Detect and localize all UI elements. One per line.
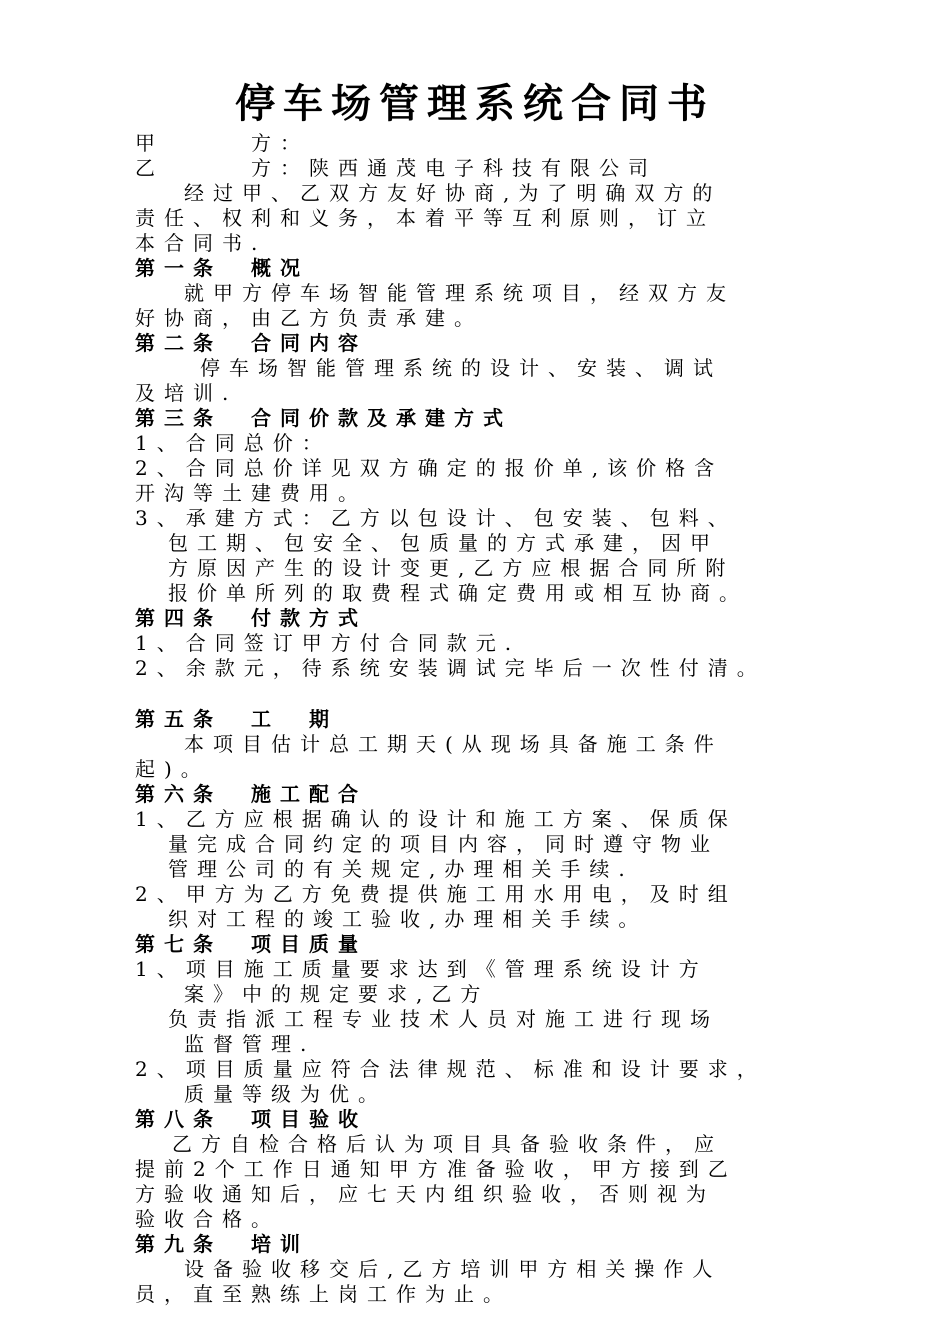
body-line: 好协商，由乙方负责承建。 — [135, 306, 483, 330]
body-line: 1、合同总价： — [135, 431, 331, 455]
body-line: 验收合格。 — [135, 1207, 280, 1231]
body-line: 停车场智能管理系统的设计、安装、调试 — [200, 356, 722, 380]
body-line: 起)。 — [135, 757, 210, 781]
body-line: 1、乙方应根据确认的设计和施工方案、保质保 — [135, 807, 737, 831]
article-heading: 第八条 项目验收 — [135, 1107, 367, 1131]
body-line: 本项目估计总工期天(从现场具备施工条件 — [184, 732, 723, 756]
body-line: 2、合同总价详见双方确定的报价单,该价格含 — [135, 456, 724, 480]
body-line: 1、项目施工质量要求达到《管理系统设计方 — [135, 957, 708, 981]
article-heading: 第二条 合同内容 — [135, 331, 367, 355]
article-heading: 第九条 培训 — [135, 1232, 309, 1256]
body-line: 方原因产生的设计变更,乙方应根据合同所附 — [168, 556, 735, 580]
body-line: 就甲方停车场智能管理系统项目，经双方友 — [184, 281, 735, 305]
body-line: 2、余款元，待系统安装调试完毕后一次性付清。 — [135, 656, 766, 680]
article-heading: 第一条 概况 — [135, 256, 309, 280]
body-line: 乙方自检合格后认为项目具备验收条件，应 — [172, 1132, 723, 1156]
body-line: 方验收通知后，应七天内组织验收，否则视为 — [135, 1182, 715, 1206]
party-b-line: 乙 方：陕西通茂电子科技有限公司 — [135, 156, 657, 180]
party-a-line: 甲 方： — [135, 131, 309, 155]
body-line: 2、项目质量应符合法律规范、标准和设计要求， — [135, 1057, 766, 1081]
document-title: 停车场管理系统合同书 — [235, 80, 715, 127]
body-line: 设备验收移交后,乙方培训甲方相关操作人 — [184, 1257, 722, 1281]
body-line: 监督管理. — [184, 1032, 316, 1056]
article-heading: 第三条 合同价款及承建方式 — [135, 406, 512, 430]
body-line: 开沟等土建费用。 — [135, 481, 367, 505]
preamble-line: 责任、权利和义务，本着平等互利原则，订立 — [135, 206, 715, 230]
body-line: 1、合同签订甲方付合同款元. — [135, 631, 521, 655]
preamble-line: 经过甲、乙双方友好协商,为了明确双方的 — [184, 181, 722, 205]
article-heading: 第五条 工 期 — [135, 707, 338, 731]
body-line: 及培训. — [135, 381, 238, 405]
article-heading: 第七条 项目质量 — [135, 932, 367, 956]
body-line: 质量等级为优。 — [184, 1082, 387, 1106]
article-heading: 第四条 付款方式 — [135, 606, 367, 630]
body-line: 管理公司的有关规定,办理相关手续. — [168, 857, 634, 881]
body-line: 负责指派工程专业技术人员对施工进行现场 — [168, 1007, 719, 1031]
body-line: 员，直至熟练上岗工作为止。 — [135, 1282, 512, 1306]
body-line: 2、甲方为乙方免费提供施工用水用电，及时组 — [135, 882, 737, 906]
body-line: 案》中的规定要求,乙方 — [184, 982, 490, 1006]
body-line: 量完成合同约定的项目内容，同时遵守物业 — [168, 832, 719, 856]
article-heading: 第六条 施工配合 — [135, 782, 367, 806]
body-line: 3、承建方式：乙方以包设计、包安装、包料、 — [135, 506, 737, 530]
body-line: 织对工程的竣工验收,办理相关手续。 — [168, 907, 648, 931]
preamble-line: 本合同书. — [135, 231, 267, 255]
body-line: 包工期、包安全、包质量的方式承建，因甲 — [168, 531, 719, 555]
body-line: 报价单所列的取费程式确定费用或相互协商。 — [168, 581, 748, 605]
body-line: 提前2个工作日通知甲方准备验收，甲方接到乙 — [135, 1157, 737, 1181]
